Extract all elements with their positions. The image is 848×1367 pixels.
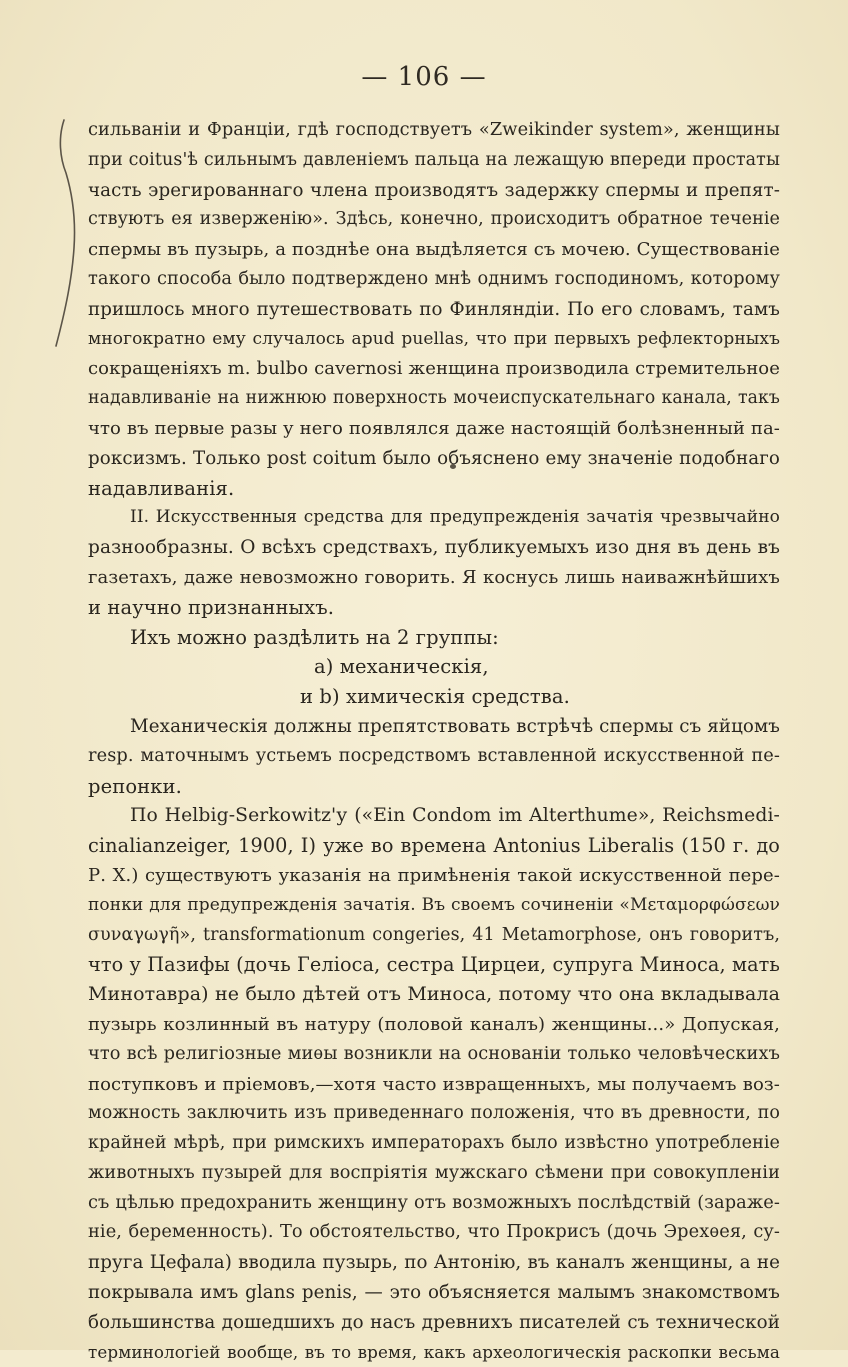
text-line: многократно ему случалось apud puellas, что при первыхъ рефлекторныхъ — [88, 328, 780, 349]
text-line: спермы въ пузырь, а позднѣе она выдѣляется съ мочею. Существованіе — [88, 239, 780, 261]
text-line: что въ первые разы у него появлялся даже настоящій болѣзненный па- — [88, 417, 780, 439]
text-line: что у Пазифы (дочь Геліоса, сестра Цирцеи, супруга Миноса, мать — [88, 953, 780, 977]
body-text — [88, 116, 780, 1367]
text-line: Ихъ можно раздѣлить на 2 группы: — [130, 625, 499, 649]
text-line: надавливаніе на нижнюю поверхность мочеиспускательнаго канала, такъ — [88, 388, 780, 409]
text-line: можность заключить изъ приведеннаго положенія, что въ древности, по — [88, 1103, 780, 1124]
text-line: συναγωγῆ», transformationum congeries, 41 Metamorphose, онъ говоритъ, — [88, 924, 780, 945]
text-line: понки для предупрежденія зачатія. Въ своемъ сочиненіи «Μεταμορφώσεων — [88, 894, 780, 915]
text-line: и b) химическія средства. — [300, 685, 570, 709]
text-line: а) механическія, — [314, 655, 489, 679]
text-line: По Helbig-Serkowitz'у («Ein Condom im Alterthume», Reichsmedi- — [130, 805, 780, 827]
text-line: газетахъ, даже невозможно говорить. Я коснусь лишь наиважнѣйшихъ — [88, 566, 780, 588]
text-line: при coitus'ѣ сильнымъ давленіемъ пальца на лежащую впереди простаты — [88, 149, 780, 170]
text-line: терминологіей вообще, въ то время, какъ археологическія раскопки весьма — [88, 1341, 780, 1362]
text-line: такого способа было подтверждено мнѣ однимъ господиномъ, которому — [88, 268, 780, 289]
text-line: Минотавра) не было дѣтей отъ Миноса, потому что она вкладывала — [88, 983, 780, 1006]
text-line: репонки. — [88, 774, 182, 798]
text-line: ніе, беременность). То обстоятельство, что Прокрисъ (дочь Эрехѳея, су- — [88, 1222, 780, 1243]
text-line: покрывала имъ glans penis, — это объясняется малымъ знакомствомъ — [88, 1282, 780, 1304]
text-line: сильваніи и Франціи, гдѣ господствуетъ «Zweikinder system», женщины — [88, 120, 780, 140]
text-line: съ цѣлью предохранить женщину отъ возможныхъ послѣдствій (зараже- — [88, 1192, 780, 1213]
text-line: сокращеніяхъ m. bulbo cavernosi женщина производила стремительное — [88, 358, 780, 380]
text-line: роксизмъ. Только post coitum было объяснено ему значеніе подобнаго — [88, 447, 780, 469]
text-line: животныхъ пузырей для воспріятія мужскаго сѣмени при совокупленіи — [88, 1162, 780, 1183]
text-line: часть эрегированнаго члена производятъ задержку спермы и препят- — [88, 179, 780, 201]
text-line: пришлось много путешествовать по Финляндіи. По его словамъ, тамъ — [88, 298, 780, 320]
page-number: — 106 — — [361, 62, 487, 92]
text-line: и научно признанныхъ. — [88, 595, 335, 619]
text-line: разнообразны. О всѣхъ средствахъ, публикуемыхъ изо дня въ день въ — [88, 537, 780, 559]
text-line: что всѣ религіозные миѳы возникли на основаніи только человѣческихъ — [88, 1043, 780, 1064]
text-line: Механическія должны препятствовать встрѣчѣ спермы съ яйцомъ — [130, 715, 780, 737]
text-line: крайней мѣрѣ, при римскихъ императорахъ было извѣстно употребленіе — [88, 1133, 780, 1154]
text-line: пруга Цефала) вводила пузырь, по Антонію, въ каналъ женщины, а не — [88, 1252, 780, 1274]
text-line: надавливанія. — [88, 476, 235, 500]
text-line: resp. маточнымъ устьемъ посредствомъ вставленной искусственной пе- — [88, 745, 780, 766]
text-line: cinalianzeiger, 1900, I) уже во времена Antonius Liberalis (150 г. до — [88, 834, 780, 858]
text-line: II. Искусственныя средства для предупрежденія зачатія чрезвычайно — [130, 507, 780, 528]
text-line: поступковъ и пріемовъ,—хотя часто извращенныхъ, мы получаемъ воз- — [88, 1073, 780, 1095]
text-line: большинства дошедшихъ до насъ древнихъ писателей съ технической — [88, 1311, 780, 1333]
text-line: Р. Х.) существуютъ указанія на примѣненія такой искусственной пере- — [88, 864, 780, 886]
text-line: пузырь козлинный въ натуру (половой каналъ) женщины...» Допуская, — [88, 1013, 780, 1035]
text-line: ствуютъ ея изверженію». Здѣсь, конечно, происходитъ обратное теченіе — [88, 209, 780, 230]
margin-bracket-mark — [54, 118, 84, 348]
